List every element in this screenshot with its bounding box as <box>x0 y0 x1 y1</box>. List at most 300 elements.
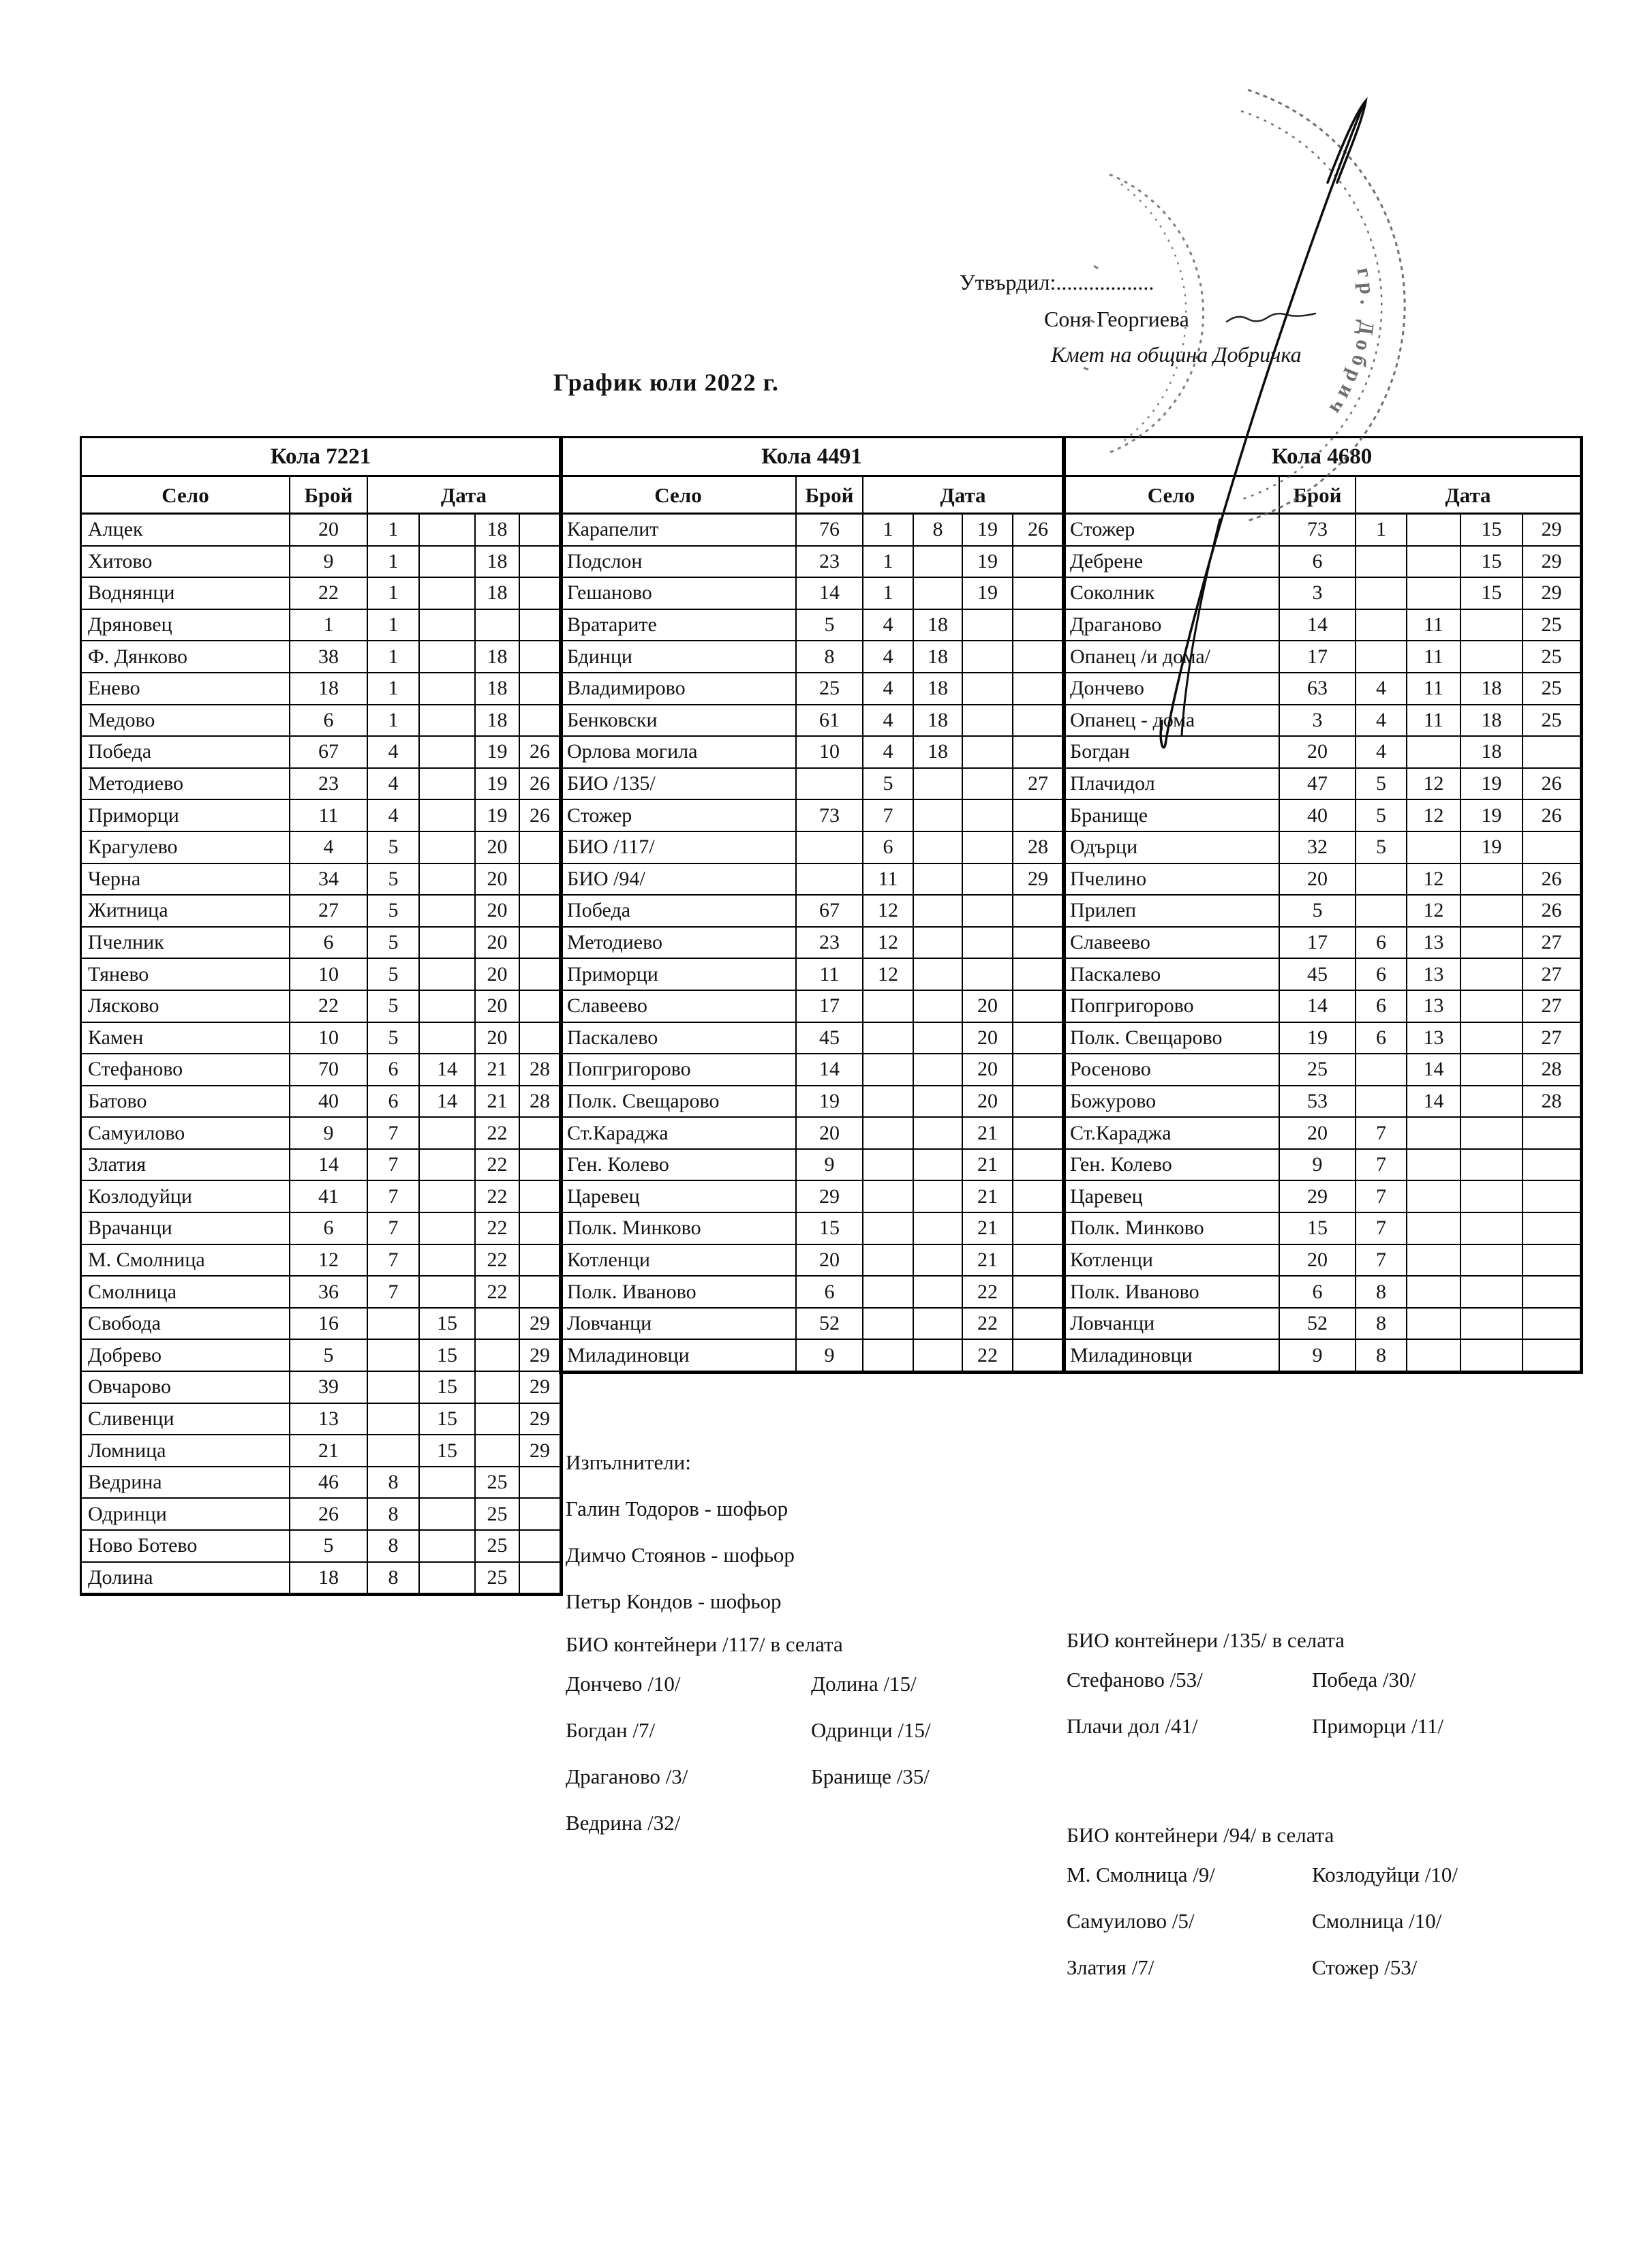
village-cell: Свобода <box>82 1309 290 1341</box>
date-cell <box>1013 1023 1064 1055</box>
date-cell <box>520 578 561 610</box>
date-cell: 5 <box>1356 800 1407 832</box>
count-cell: 34 <box>290 864 368 896</box>
date-cell <box>520 1277 561 1309</box>
date-cell <box>1356 896 1407 928</box>
date-cell: 15 <box>1461 515 1523 547</box>
village-cell: Плачидол <box>1064 769 1280 801</box>
executor-driver: Димчо Стоянов - шофьор <box>566 1543 795 1567</box>
count-cell: 52 <box>1280 1309 1356 1341</box>
count-cell: 14 <box>290 1150 368 1182</box>
date-cell: 18 <box>914 610 963 642</box>
village-cell: Бдинци <box>561 641 797 673</box>
date-cell: 28 <box>1013 832 1064 864</box>
date-cell: 5 <box>863 769 914 801</box>
count-cell <box>797 769 863 801</box>
count-cell: 61 <box>797 705 863 737</box>
date-cell <box>520 864 561 896</box>
date-cell <box>520 1563 561 1595</box>
approver-role: Кмет на община Добричка <box>1051 342 1302 367</box>
date-cell <box>1461 1340 1523 1372</box>
village-cell: Ловчанци <box>561 1309 797 1341</box>
date-cell <box>1407 1277 1461 1309</box>
village-cell: Медово <box>82 705 290 737</box>
date-cell: 22 <box>476 1181 520 1213</box>
date-cell: 21 <box>963 1181 1013 1213</box>
date-cell: 14 <box>1407 1086 1461 1118</box>
date-cell <box>1407 1181 1461 1213</box>
count-cell: 21 <box>290 1435 368 1467</box>
count-cell: 39 <box>290 1372 368 1404</box>
date-cell <box>863 991 914 1023</box>
approver-name: Соня Георгиева <box>1044 307 1189 331</box>
bio-item: Победа /30/ <box>1312 1668 1416 1692</box>
date-cell: 20 <box>963 1023 1013 1055</box>
count-cell: 8 <box>797 641 863 673</box>
count-cell: 14 <box>797 1054 863 1086</box>
count-cell: 13 <box>290 1404 368 1436</box>
date-cell <box>420 641 476 673</box>
date-cell: 22 <box>963 1277 1013 1309</box>
count-cell: 4 <box>290 832 368 864</box>
date-cell: 7 <box>1356 1118 1407 1150</box>
count-cell: 23 <box>290 769 368 801</box>
date-cell: 22 <box>963 1340 1013 1372</box>
date-cell: 20 <box>476 991 520 1023</box>
date-cell: 14 <box>420 1054 476 1086</box>
count-cell: 11 <box>290 800 368 832</box>
village-cell: БИО /117/ <box>561 832 797 864</box>
date-cell <box>420 1150 476 1182</box>
date-cell: 8 <box>368 1531 420 1563</box>
date-cell: 5 <box>368 959 420 991</box>
count-cell: 5 <box>290 1340 368 1372</box>
date-cell <box>1407 832 1461 864</box>
count-cell: 14 <box>1280 610 1356 642</box>
date-cell: 19 <box>963 578 1013 610</box>
count-cell: 6 <box>797 1277 863 1309</box>
date-cell: 19 <box>476 800 520 832</box>
date-cell <box>1407 1213 1461 1245</box>
date-cell: 7 <box>368 1181 420 1213</box>
date-cell: 7 <box>368 1277 420 1309</box>
date-cell: 19 <box>963 547 1013 579</box>
count-cell: 11 <box>797 959 863 991</box>
village-cell: Бенковски <box>561 705 797 737</box>
date-cell <box>420 1563 476 1595</box>
page-title: График юли 2022 г. <box>553 369 779 396</box>
date-cell <box>420 832 476 864</box>
date-cell <box>368 1340 420 1372</box>
count-cell: 67 <box>290 737 368 769</box>
village-cell: Попгригорово <box>1064 991 1280 1023</box>
date-cell: 27 <box>1523 959 1581 991</box>
date-cell <box>420 769 476 801</box>
count-cell: 67 <box>797 896 863 928</box>
schedule-table-kola-4491 <box>559 436 1066 1374</box>
date-cell: 5 <box>1356 769 1407 801</box>
date-cell: 19 <box>1461 800 1523 832</box>
date-cell <box>1461 1213 1523 1245</box>
date-cell <box>914 547 963 579</box>
count-cell: 25 <box>797 673 863 705</box>
date-cell <box>520 705 561 737</box>
count-cell: 40 <box>290 1086 368 1118</box>
village-cell: Самуилово <box>82 1118 290 1150</box>
date-cell <box>1461 991 1523 1023</box>
count-cell: 6 <box>1280 1277 1356 1309</box>
village-cell: Енево <box>82 673 290 705</box>
date-cell: 12 <box>863 928 914 960</box>
date-cell: 15 <box>420 1435 476 1467</box>
date-cell <box>1013 959 1064 991</box>
village-cell: Полк. Минково <box>1064 1213 1280 1245</box>
count-cell: 6 <box>290 928 368 960</box>
date-cell <box>420 1023 476 1055</box>
date-cell <box>420 896 476 928</box>
village-cell: Ст.Караджа <box>561 1118 797 1150</box>
date-cell <box>1407 737 1461 769</box>
count-cell: 29 <box>797 1181 863 1213</box>
approval-label: Утвърдил:.................. <box>960 270 1154 294</box>
date-cell <box>520 1531 561 1563</box>
date-cell <box>914 1023 963 1055</box>
date-cell <box>914 1245 963 1277</box>
date-cell: 19 <box>1461 769 1523 801</box>
date-cell <box>1013 896 1064 928</box>
count-cell: 18 <box>290 1563 368 1595</box>
date-cell <box>1013 641 1064 673</box>
date-cell <box>1523 1245 1581 1277</box>
date-cell <box>520 928 561 960</box>
date-cell: 4 <box>863 641 914 673</box>
count-cell: 40 <box>1280 800 1356 832</box>
date-cell <box>476 1435 520 1467</box>
date-cell <box>863 1086 914 1118</box>
village-cell: Сливенци <box>82 1404 290 1436</box>
date-cell <box>1013 705 1064 737</box>
village-cell: Методиево <box>82 769 290 801</box>
count-cell: 20 <box>797 1245 863 1277</box>
date-cell: 11 <box>1407 705 1461 737</box>
village-cell: Стожер <box>1064 515 1280 547</box>
executors-block <box>566 1439 795 1625</box>
date-cell: 5 <box>1356 832 1407 864</box>
count-cell: 76 <box>797 515 863 547</box>
date-cell <box>520 515 561 547</box>
date-cell <box>420 1499 476 1531</box>
count-cell: 1 <box>290 610 368 642</box>
date-cell: 20 <box>476 832 520 864</box>
date-cell: 5 <box>368 928 420 960</box>
date-cell <box>914 928 963 960</box>
date-cell <box>420 737 476 769</box>
date-cell <box>963 769 1013 801</box>
table-title: Кола 7221 <box>82 438 561 477</box>
date-cell <box>1013 1150 1064 1182</box>
village-cell: Стожер <box>561 800 797 832</box>
village-cell: Победа <box>82 737 290 769</box>
date-column-header: Дата <box>368 477 561 515</box>
date-cell <box>1461 1245 1523 1277</box>
date-cell <box>1461 610 1523 642</box>
count-cell: 32 <box>1280 832 1356 864</box>
date-cell <box>1461 1277 1523 1309</box>
date-cell <box>1461 864 1523 896</box>
date-cell: 26 <box>520 769 561 801</box>
bio-item: Плачи дол /41/ <box>1067 1714 1198 1738</box>
date-cell: 12 <box>863 959 914 991</box>
date-cell: 18 <box>476 578 520 610</box>
date-cell <box>1013 737 1064 769</box>
village-cell: Прилеп <box>1064 896 1280 928</box>
village-cell: Паскалево <box>1064 959 1280 991</box>
date-cell <box>914 1150 963 1182</box>
date-cell: 5 <box>368 832 420 864</box>
date-cell <box>520 896 561 928</box>
count-cell: 17 <box>1280 928 1356 960</box>
date-cell <box>368 1404 420 1436</box>
count-cell: 3 <box>1280 705 1356 737</box>
count-cell: 9 <box>290 1118 368 1150</box>
date-cell: 1 <box>863 515 914 547</box>
date-cell: 29 <box>1523 578 1581 610</box>
count-cell: 14 <box>1280 991 1356 1023</box>
date-cell: 7 <box>1356 1213 1407 1245</box>
date-cell: 26 <box>520 800 561 832</box>
date-cell <box>520 1181 561 1213</box>
date-cell: 13 <box>1407 1023 1461 1055</box>
village-cell: Бранище <box>1064 800 1280 832</box>
date-cell <box>1461 1118 1523 1150</box>
bio-item: Приморци /11/ <box>1312 1714 1444 1738</box>
date-cell <box>914 800 963 832</box>
bio-item: Бранище /35/ <box>811 1764 930 1788</box>
date-cell <box>1461 1181 1523 1213</box>
date-cell <box>420 578 476 610</box>
count-cell: 73 <box>797 800 863 832</box>
bio-item: Смолница /10/ <box>1312 1909 1442 1933</box>
date-cell: 6 <box>863 832 914 864</box>
village-cell: Приморци <box>561 959 797 991</box>
date-cell <box>1461 641 1523 673</box>
date-cell: 8 <box>368 1563 420 1595</box>
date-cell <box>1356 610 1407 642</box>
count-cell: 9 <box>797 1340 863 1372</box>
date-cell <box>1013 1245 1064 1277</box>
village-cell: Житница <box>82 896 290 928</box>
date-cell: 21 <box>963 1245 1013 1277</box>
count-cell: 22 <box>290 578 368 610</box>
bio-item: Ведрина /32/ <box>566 1811 681 1835</box>
date-cell <box>1013 1277 1064 1309</box>
date-cell: 19 <box>1461 832 1523 864</box>
date-cell: 26 <box>520 737 561 769</box>
count-cell: 6 <box>290 1213 368 1245</box>
date-cell <box>1407 1340 1461 1372</box>
date-cell <box>963 800 1013 832</box>
date-cell <box>1523 832 1581 864</box>
count-cell: 3 <box>1280 578 1356 610</box>
village-cell: Богдан <box>1064 737 1280 769</box>
date-cell: 22 <box>476 1245 520 1277</box>
date-cell: 6 <box>1356 928 1407 960</box>
village-cell: Победа <box>561 896 797 928</box>
village-column-header: Село <box>1064 477 1280 515</box>
village-cell: М. Смолница <box>82 1245 290 1277</box>
village-cell: Попгригорово <box>561 1054 797 1086</box>
date-cell <box>863 1213 914 1245</box>
date-cell: 18 <box>1461 737 1523 769</box>
bio-item: Дончево /10/ <box>566 1672 681 1696</box>
date-cell: 6 <box>368 1054 420 1086</box>
count-cell: 9 <box>1280 1150 1356 1182</box>
bio-item: Драганово /3/ <box>566 1764 688 1788</box>
date-cell: 8 <box>1356 1309 1407 1341</box>
date-cell <box>1013 1118 1064 1150</box>
date-cell: 4 <box>1356 737 1407 769</box>
date-cell: 1 <box>863 547 914 579</box>
village-cell: Дончево <box>1064 673 1280 705</box>
date-cell: 20 <box>963 991 1013 1023</box>
village-cell: Славеево <box>561 991 797 1023</box>
date-cell <box>1523 1213 1581 1245</box>
date-cell <box>1356 578 1407 610</box>
village-cell: Полк. Иваново <box>561 1277 797 1309</box>
date-cell <box>420 1118 476 1150</box>
bio-section-title: БИО контейнери /117/ в селата <box>566 1632 843 1656</box>
bio-item: Долина /15/ <box>811 1672 917 1696</box>
date-cell <box>520 1213 561 1245</box>
count-cell: 25 <box>1280 1054 1356 1086</box>
village-cell: Пчелник <box>82 928 290 960</box>
count-cell: 20 <box>290 515 368 547</box>
date-cell <box>1013 1213 1064 1245</box>
date-cell <box>1523 1181 1581 1213</box>
date-cell: 29 <box>520 1404 561 1436</box>
count-cell: 15 <box>1280 1213 1356 1245</box>
date-cell: 4 <box>368 769 420 801</box>
date-cell <box>476 1309 520 1341</box>
date-cell: 18 <box>1461 673 1523 705</box>
date-cell: 18 <box>914 641 963 673</box>
village-cell: Ломница <box>82 1435 290 1467</box>
date-cell <box>863 1181 914 1213</box>
date-cell <box>420 928 476 960</box>
date-cell: 18 <box>476 515 520 547</box>
count-cell: 10 <box>797 737 863 769</box>
date-cell <box>520 1023 561 1055</box>
count-cell: 17 <box>1280 641 1356 673</box>
date-cell: 26 <box>1523 896 1581 928</box>
date-cell: 4 <box>863 737 914 769</box>
village-column-header: Село <box>561 477 797 515</box>
date-cell: 20 <box>476 959 520 991</box>
village-cell: БИО /94/ <box>561 864 797 896</box>
date-cell: 1 <box>368 610 420 642</box>
count-cell: 5 <box>1280 896 1356 928</box>
date-cell <box>1013 1086 1064 1118</box>
date-cell <box>1461 928 1523 960</box>
count-cell: 16 <box>290 1309 368 1341</box>
table-title: Кола 4491 <box>561 438 1064 477</box>
date-column-header: Дата <box>863 477 1064 515</box>
date-cell <box>520 641 561 673</box>
village-cell: Козлодуйци <box>82 1181 290 1213</box>
date-cell <box>914 832 963 864</box>
date-cell <box>420 959 476 991</box>
date-cell: 27 <box>1013 769 1064 801</box>
date-cell <box>1013 991 1064 1023</box>
date-cell: 19 <box>476 737 520 769</box>
schedule-table-kola-4680 <box>1062 436 1583 1374</box>
date-cell <box>520 991 561 1023</box>
village-cell: Царевец <box>1064 1181 1280 1213</box>
date-cell <box>1356 547 1407 579</box>
village-cell: Ловчанци <box>1064 1309 1280 1341</box>
date-cell: 21 <box>963 1213 1013 1245</box>
date-cell <box>963 610 1013 642</box>
date-cell: 12 <box>863 896 914 928</box>
date-cell <box>1523 1118 1581 1150</box>
date-cell: 18 <box>1461 705 1523 737</box>
village-cell: Миладиновци <box>1064 1340 1280 1372</box>
date-cell: 11 <box>1407 610 1461 642</box>
date-cell <box>863 1118 914 1150</box>
date-cell <box>963 959 1013 991</box>
date-cell <box>914 1309 963 1341</box>
count-cell <box>797 864 863 896</box>
date-cell <box>1523 737 1581 769</box>
date-cell: 14 <box>420 1086 476 1118</box>
village-cell: Полк. Минково <box>561 1213 797 1245</box>
date-cell: 21 <box>963 1118 1013 1150</box>
village-cell: БИО /135/ <box>561 769 797 801</box>
date-cell: 22 <box>476 1277 520 1309</box>
village-cell: Черна <box>82 864 290 896</box>
date-cell <box>1461 1023 1523 1055</box>
date-cell: 6 <box>368 1086 420 1118</box>
date-cell <box>1013 800 1064 832</box>
village-cell: Дряновец <box>82 610 290 642</box>
village-cell: Тянево <box>82 959 290 991</box>
bio-item: Богдан /7/ <box>566 1718 656 1742</box>
count-cell: 12 <box>290 1245 368 1277</box>
village-cell: Алцек <box>82 515 290 547</box>
date-cell <box>1461 1086 1523 1118</box>
bio-item: М. Смолница /9/ <box>1067 1863 1215 1886</box>
date-cell <box>914 1181 963 1213</box>
table-title: Кола 4680 <box>1064 438 1581 477</box>
village-cell: Приморци <box>82 800 290 832</box>
date-cell: 8 <box>368 1467 420 1499</box>
date-cell: 7 <box>1356 1245 1407 1277</box>
village-cell: Гешаново <box>561 578 797 610</box>
date-cell <box>420 1467 476 1499</box>
bio-item: Самуилово /5/ <box>1067 1909 1195 1933</box>
village-cell: Одринци <box>82 1499 290 1531</box>
count-cell: 73 <box>1280 515 1356 547</box>
date-cell <box>1461 1054 1523 1086</box>
count-cell: 5 <box>290 1531 368 1563</box>
date-cell <box>863 1277 914 1309</box>
date-cell: 8 <box>1356 1277 1407 1309</box>
date-cell: 8 <box>1356 1340 1407 1372</box>
date-cell: 18 <box>476 705 520 737</box>
date-cell: 20 <box>963 1054 1013 1086</box>
date-cell: 21 <box>963 1150 1013 1182</box>
date-cell <box>1407 1118 1461 1150</box>
